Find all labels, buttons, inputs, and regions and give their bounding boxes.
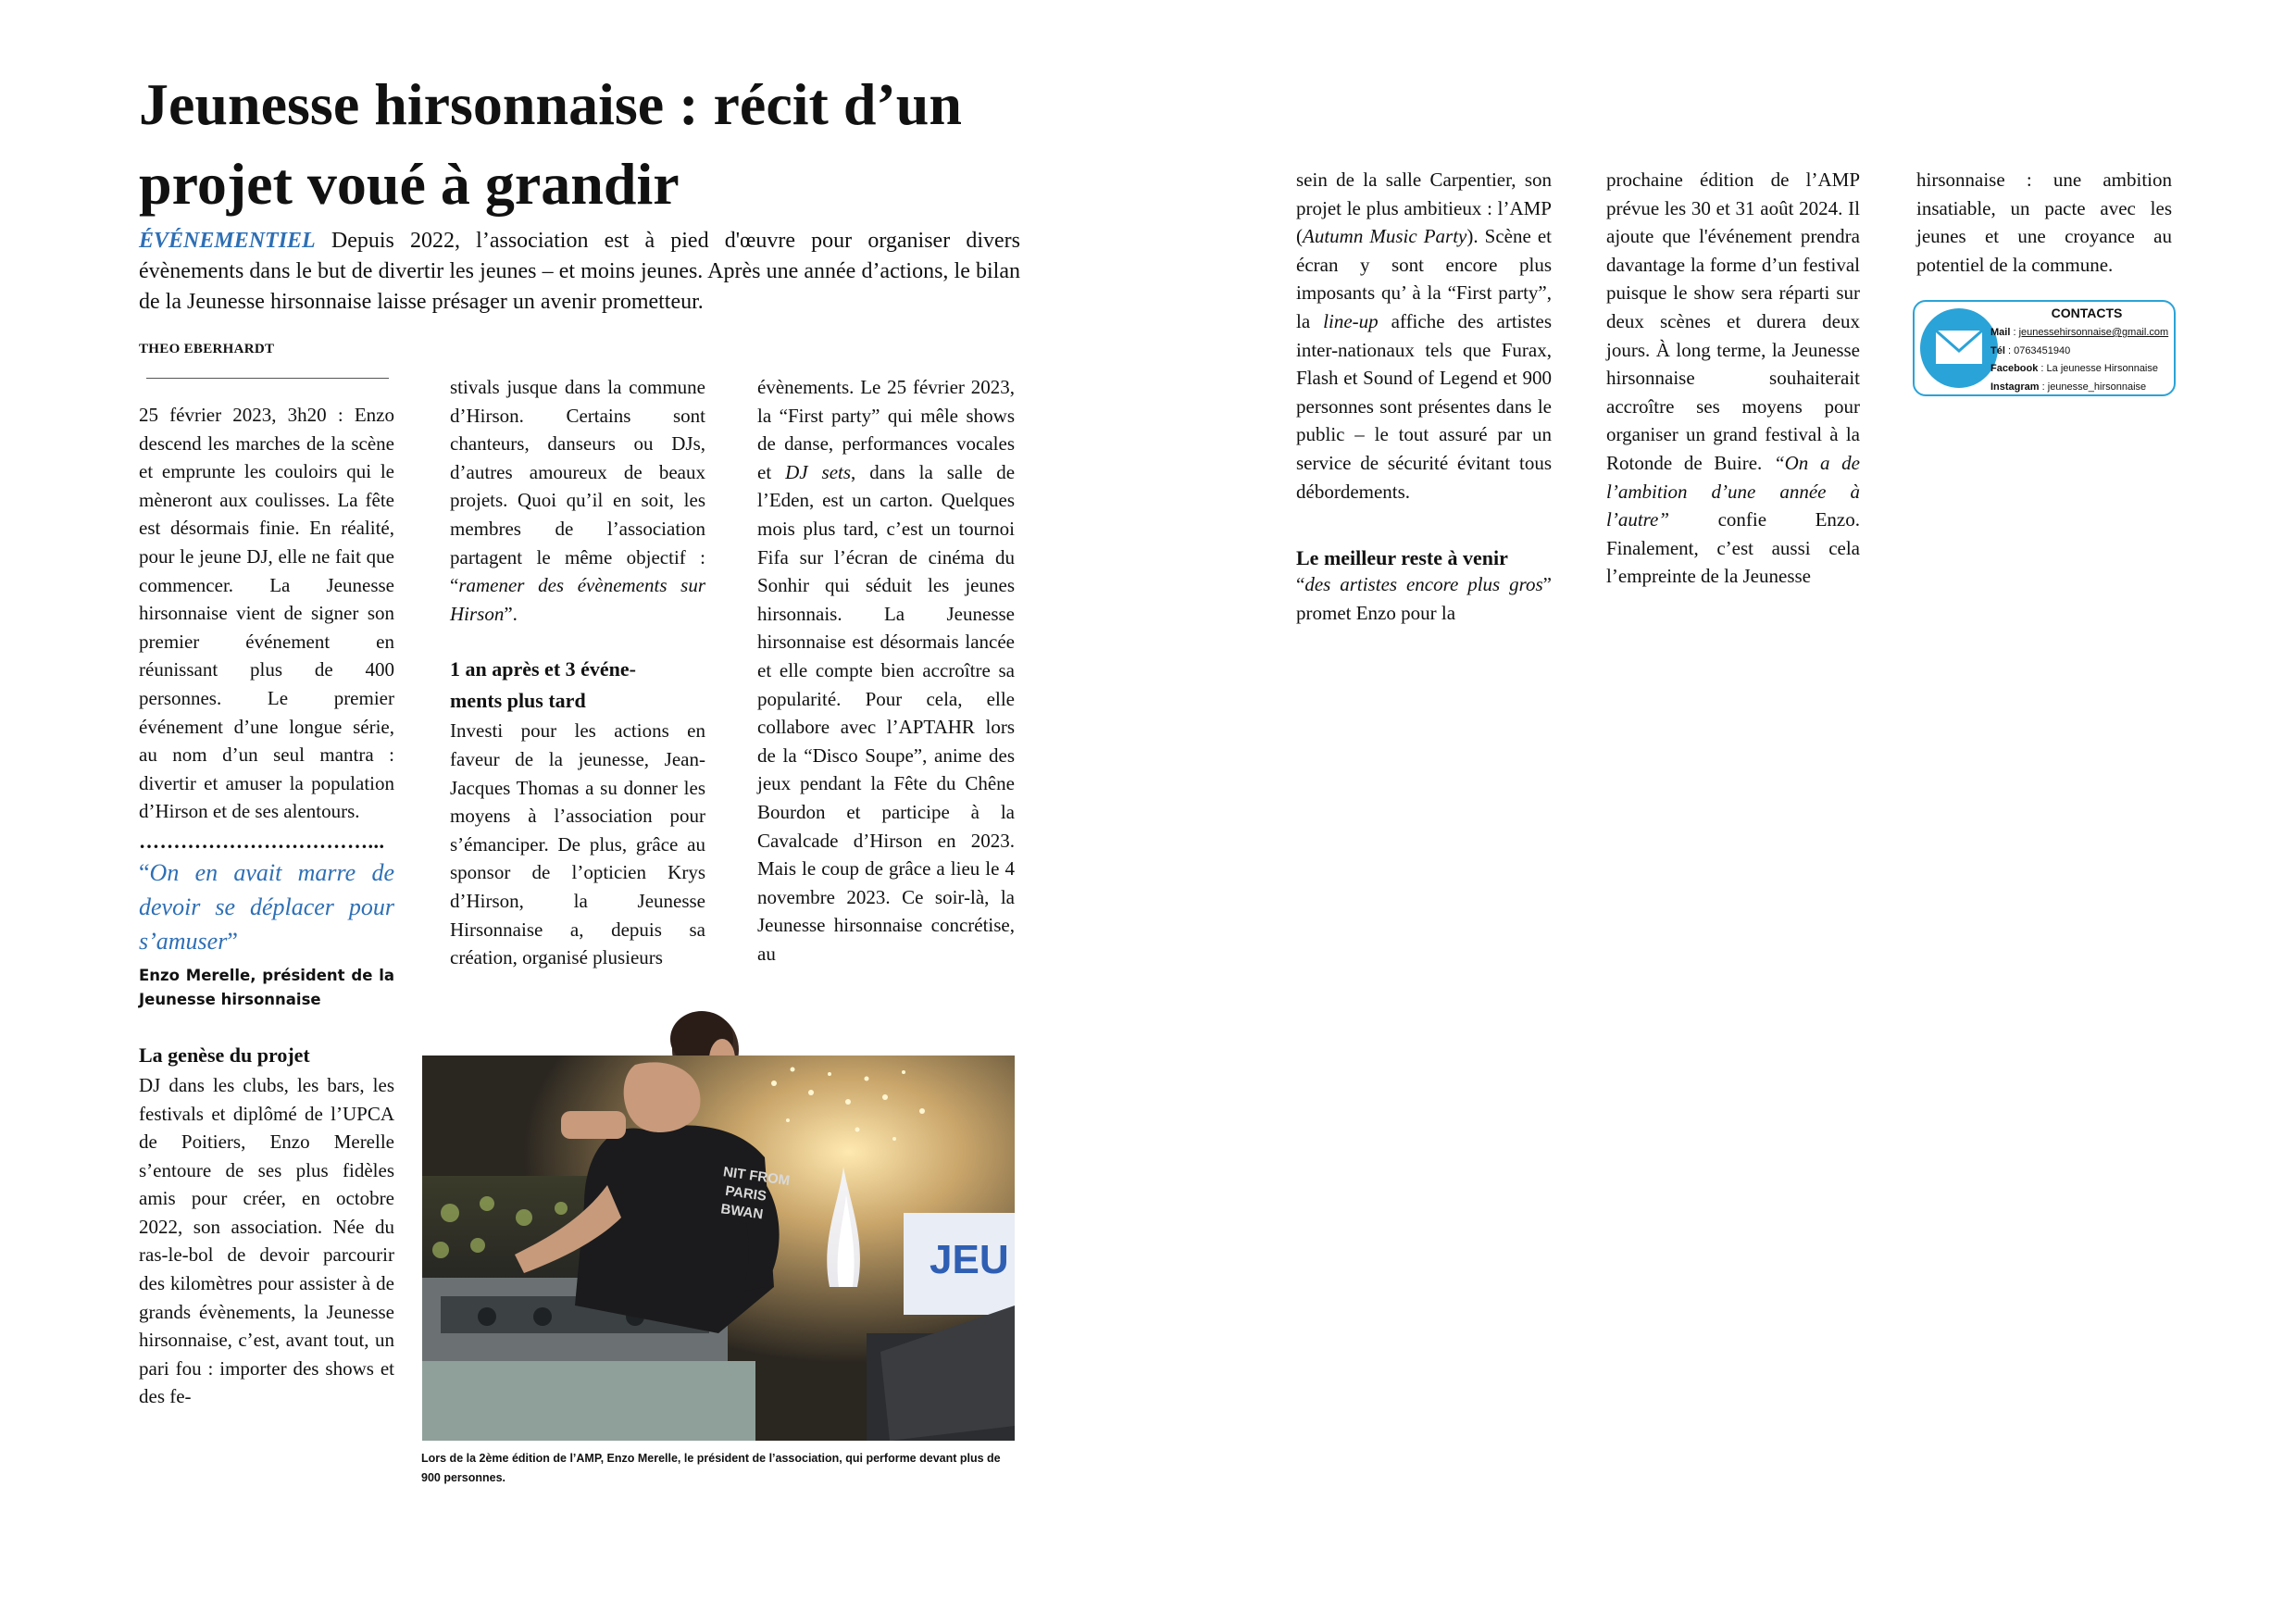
column-4 [1296, 166, 1552, 627]
photo-caption: Lors de la 2ème édition de l’AMP, Enzo Merelle, le président de l’association, qui performe devant plus de 900 personnes. [421, 1452, 1001, 1484]
column-4-text-b: ). Scène et écran y sont encore plus imposants qu’ à la “First party”, la [1296, 225, 1552, 332]
pull-quote-text: On en avait marre de devoir se déplacer pour s’amuser [139, 858, 394, 955]
byline-divider [146, 378, 389, 379]
contact-tel-row: Tél : 0763451940 [1990, 344, 2071, 356]
column-6-paragraph: hirsonnaise : une ambition insatiable, un pacte avec les jeunes et une croyance au potentiel de la commune. [1916, 169, 2172, 276]
contacts-box [1913, 300, 2176, 396]
column-4-text-c: affiche des artistes inter-nationaux tels que Furax, Flash et Sound of Legend et 900 personnes sont présentes dans le public – le tout assuré par un service de sécurité évitant tous débordements. [1296, 309, 1552, 503]
shirt-text-1: NIT FROM [722, 1164, 792, 1190]
column-5-quote: “On a de l’ambition d’une année à l’autre” [1606, 451, 1860, 531]
subhead-genese: La genèse du projet [139, 1043, 310, 1067]
pull-quote-credit: Enzo Merelle, président de la Jeunesse hirsonnaise [139, 966, 394, 1008]
subhead-1-an-apres [450, 654, 705, 717]
subhead-line-1: 1 an après et 3 événe- [450, 657, 637, 681]
contact-instagram-row: Instagram : jeunesse_hirsonnaise [1990, 381, 2147, 393]
envelope-icon [1920, 308, 1998, 388]
contact-tel-value: 0763451940 [2014, 344, 2071, 356]
intro-paragraph: 25 février 2023, 3h20 : Enzo descend les marches de la scène et emprunte les couloirs qui le mèneront aux coulisses. La fête est désormais finie. En réalité, pour le jeune DJ, elle ne fait que commencer. La Jeunesse hirsonnaise vient de signer son premier événement en réunissant plus de 400 personnes. Le premier événement d’une longue série, au nom d’un seul mantra : divertir et amuser la population d’Hirson et de ses alentours. [139, 404, 394, 823]
contact-instagram-label: Instagram [1990, 381, 2040, 393]
shirt-text-2: PARIS [724, 1182, 767, 1205]
lead-paragraph [139, 226, 1020, 318]
column-4-quote-end: ” promet Enzo pour la [1296, 573, 1552, 624]
dotted-separator: ……………………………... [139, 829, 385, 853]
column-2-paragraph-2: Investi pour les actions en faveur de la jeunesse, Jean-Jacques Thomas a su donner les moyens à l’association pour s’émanciper. De plus, grâce au sponsor de l’opticien Krys d’Hirson, la Jeunesse Hirsonnaise a, depuis sa création, organisé plusieurs [450, 719, 705, 969]
column-3-text-b: , dans la salle de l’Eden, est un carton. Quelques mois plus tard, c’est un tournoi Fifa sur l’écran de cinéma du Sonhir qui séduit les jeunes hirsonnais. La Jeunesse hirsonnaise est désormais lancée et elle compte bien accroître sa popularité. Pour cela, elle collabore avec l’APTAHR lors de la “Disco Soupe”, anime des jeux pendant la Fête du Chêne Bourdon et participe à la Cavalcade d’Hirson en 2023. Mais le coup de grâce a lieu le 4 novembre 2023. Ce soir-là, la Jeunesse hirsonnaise concrétise, au [757, 460, 1016, 965]
column-5 [1606, 166, 1860, 591]
byline: THEO EBERHARDT [139, 342, 275, 356]
column-3-text-a: évènements. Le 25 février 2023, la “First party” qui mêle shows de danse, performances vocales et [757, 376, 1015, 483]
column-2-text: stivals jusque dans la commune d’Hirson. Certains sont chanteurs, danseurs ou DJs, d’autres amoureux de beaux projets. Quoi qu’il en soit, les membres de l’association partagent le même objectif : “ [450, 376, 705, 597]
contacts-lines [1990, 324, 2176, 396]
headline [139, 65, 1065, 224]
column-2-quote: ramener des évènements sur Hirson [450, 574, 705, 625]
column-5-text-a: prochaine édition de l’AMP prévue les 30 et 31 août 2024. Il ajoute que l'événement prendra davantage la forme d’un festival puisque le show sera réparti sur deux scènes et durera deux jours. À long terme, la Jeunesse hirsonnaise souhaiterait accroître ses moyens pour organiser un grand festival à la Rotonde de Buire. [1606, 169, 1860, 474]
column-2-quote-end: ”. [504, 602, 518, 625]
contact-facebook-value: La jeunesse Hirsonnaise [2046, 363, 2158, 374]
contact-mail-link[interactable]: jeunessehirsonnaise@gmail.com [2018, 327, 2169, 338]
column-4-text-a: sein de la salle Carpentier, son projet le plus ambitieux : l’AMP ( [1296, 169, 1552, 248]
contact-mail-label: Mail [1990, 327, 2011, 338]
pull-quote [139, 856, 394, 958]
column-3-dj-sets: DJ sets [785, 460, 852, 483]
column-3-paragraph [757, 373, 1015, 968]
column-4-quote-open: “ [1296, 573, 1305, 596]
column-2-paragraph-1 [450, 373, 705, 628]
headline-line-2: projet voué à grandir [139, 151, 680, 217]
mail-circle [1920, 308, 1998, 388]
section-kicker: ÉVÉNEMENTIEL [139, 229, 316, 253]
subhead-line-2: ments plus tard [450, 689, 586, 713]
column-4-lineup: line-up [1323, 309, 1379, 332]
column-4-quote: des artistes encore plus gros [1304, 573, 1543, 596]
headline-line-1: Jeunesse hirsonnaise : récit d’un [139, 71, 962, 137]
subhead-meilleur: Le meilleur reste à venir [1296, 546, 1508, 570]
column-5-text-b: confie Enzo. Finalement, c’est aussi cela l’empreinte de la Jeunesse [1606, 508, 1860, 588]
genese-paragraph: DJ dans les clubs, les bars, les festivals et diplômé de l’UPCA de Poitiers, Enzo Merelle s’entoure de ses plus fidèles amis pour créer, en octobre 2022, son association. Née du ras-le-bol de devoir parcourir des kilomètres pour assister à de grands évènements, la Jeunesse hirsonnaise, c’est, avant tout, un pari fou : importer des shows et des fe- [139, 1073, 394, 1408]
contact-instagram-value: jeunesse_hirsonnaise [2047, 381, 2147, 393]
column-2 [450, 373, 705, 972]
contacts-title: CONTACTS [2051, 306, 2123, 320]
column-5-paragraph [1606, 166, 1860, 591]
contact-facebook-row: Facebook : La jeunesse Hirsonnaise [1990, 363, 2158, 374]
column-4-paragraph-2 [1296, 570, 1552, 627]
column-4-amp: Autumn Music Party [1303, 225, 1467, 248]
pull-quote-close: ” [227, 927, 238, 955]
column-3 [757, 373, 1015, 968]
lead-text: Depuis 2022, l’association est à pied d'œuvre pour organiser divers évènements dans le but de divertir les jeunes – et moins jeunes. Après une année d’actions, le bilan de la Jeunesse hirsonnaise laisse présager un avenir prometteur. [139, 229, 1020, 314]
contact-tel-label: Tél [1990, 344, 2005, 356]
shirt-text-3: BWAN [719, 1201, 765, 1223]
contact-mail-row: Mail : jeunessehirsonnaise@gmail.com [1990, 327, 2169, 338]
column-4-paragraph [1296, 166, 1552, 506]
banner-text: JEU [930, 1237, 1009, 1282]
contact-facebook-label: Facebook [1990, 363, 2039, 374]
pull-quote-open: “ [139, 858, 150, 886]
column-1 [139, 401, 394, 1411]
event-photo [422, 1056, 1015, 1441]
column-6 [1916, 166, 2172, 279]
